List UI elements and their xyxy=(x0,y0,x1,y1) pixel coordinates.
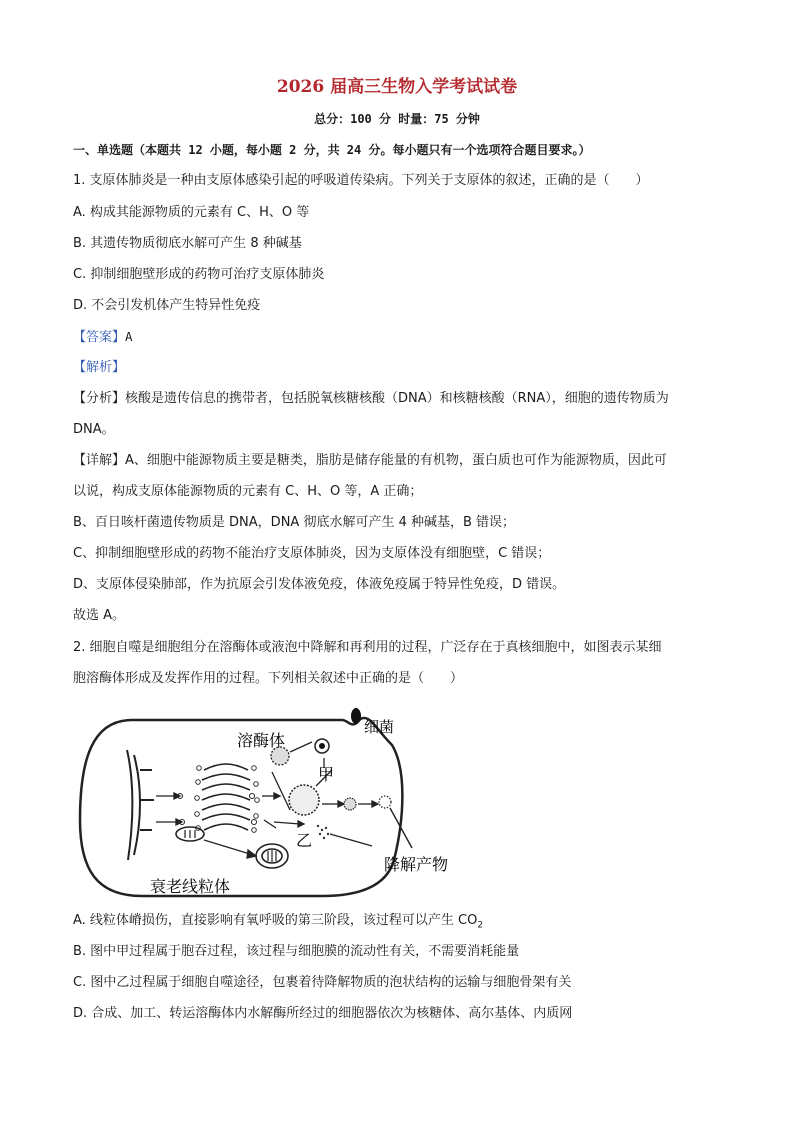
xiangjie-line-2: 以说，构成支原体能源物质的元素有 C、H、O 等，A 正确； xyxy=(73,484,423,499)
section-heading: 一、单选题（本题共 12 小题，每小题 2 分，共 24 分。每小题只有一个选项符合题目要求。） xyxy=(73,143,591,157)
q1-answer-row xyxy=(73,328,133,347)
label-jia: 甲 xyxy=(318,765,335,784)
bacterium-shape xyxy=(351,708,361,724)
endoplasmic-reticulum xyxy=(127,750,154,860)
q2-option-d: D. 合成、加工、转运溶酶体内水解酶所经过的细胞器依次为核糖体、高尔基体、内质网 xyxy=(73,1006,573,1021)
answer-value: A xyxy=(125,329,133,344)
xiangjie-line-1 xyxy=(73,452,667,470)
q1-conclusion: 故选 A。 xyxy=(73,608,126,623)
xiangjie-line-5: D、支原体侵染肺部，作为抗原会引发体液免疫，体液免疫属于特异性免疫，D 错误。 xyxy=(73,577,566,592)
label-bacteria: 细菌 xyxy=(364,718,395,736)
exam-meta: 总分：100 分 时量：75 分钟 xyxy=(314,112,480,126)
q2-stem-line-2: 胞溶酶体形成及发挥作用的过程。下列相关叙述中正确的是（ ） xyxy=(73,671,464,686)
q2-stem-line-1: 2. 细胞自噬是细胞组分在溶酶体或液泡中降解和再利用的过程，广泛存在于真核细胞中，如图表示某细 xyxy=(73,640,662,655)
label-senescent-mitochondria: 衰老线粒体 xyxy=(150,877,231,896)
analysis-tag: 【解析】 xyxy=(73,360,126,375)
mitochondria-shapes xyxy=(176,827,288,868)
xiangjie-line-3: B、百日咳杆菌遗传物质是 DNA，DNA 彻底水解可产生 4 种碱基，B 错误； xyxy=(73,515,516,530)
xiangjie-line-4: C、抑制细胞壁形成的药物不能治疗支原体肺炎，因为支原体没有细胞壁，C 错误； xyxy=(73,546,551,561)
q2-option-a-text: A. 线粒体嵴损伤，直接影响有氧呼吸的第三阶段，该过程可以产生 CO xyxy=(73,913,478,928)
label-lysosome: 溶酶体 xyxy=(237,731,286,750)
answer-tag: 【答案】 xyxy=(73,330,126,345)
xiangjie-tag: 【详解】 xyxy=(73,453,126,468)
fenxi-line-1 xyxy=(73,390,669,408)
q2-option-a-subscript: 2 xyxy=(477,920,484,931)
q1-option-c: C. 抑制细胞壁形成的药物可治疗支原体肺炎 xyxy=(73,267,325,282)
label-yi: 乙 xyxy=(296,831,313,850)
golgi-apparatus xyxy=(202,764,250,830)
q2-option-b: B. 图中甲过程属于胞吞过程，该过程与细胞膜的流动性有关，不需要消耗能量 xyxy=(73,944,520,959)
q2-option-c: C. 图中乙过程属于细胞自噬途径，包裹着待降解物质的泡状结构的运输与细胞骨架有关 xyxy=(73,975,572,990)
fenxi-text-1: 核酸是遗传信息的携带者，包括脱氧核糖核酸（DNA）和核糖核酸（RNA），细胞的遗传物质为 xyxy=(125,391,669,406)
q1-option-d: D. 不会引发机体产生特异性免疫 xyxy=(73,298,261,313)
fenxi-tag: 【分析】 xyxy=(73,391,126,406)
autophagy-figure xyxy=(72,700,492,902)
q1-option-a: A. 构成其能源物质的元素有 C、H、O 等 xyxy=(73,205,310,220)
exam-title: 2026 届高三生物入学考试试卷 xyxy=(276,77,518,97)
q1-option-b: B. 其遗传物质彻底水解可产生 8 种碱基 xyxy=(73,236,302,251)
xiangjie-text-1: A、细胞中能源物质主要是糖类，脂肪是储存能量的有机物，蛋白质也可作为能源物质，因此可 xyxy=(125,453,667,468)
q2-option-a xyxy=(73,912,483,935)
fenxi-line-2: DNA。 xyxy=(73,422,115,437)
label-degradation-products: 降解产物 xyxy=(384,855,449,874)
q1-stem: 1. 支原体肺炎是一种由支原体感染引起的呼吸道传染病。下列关于支原体的叙述，正确的是（ ） xyxy=(73,173,649,188)
